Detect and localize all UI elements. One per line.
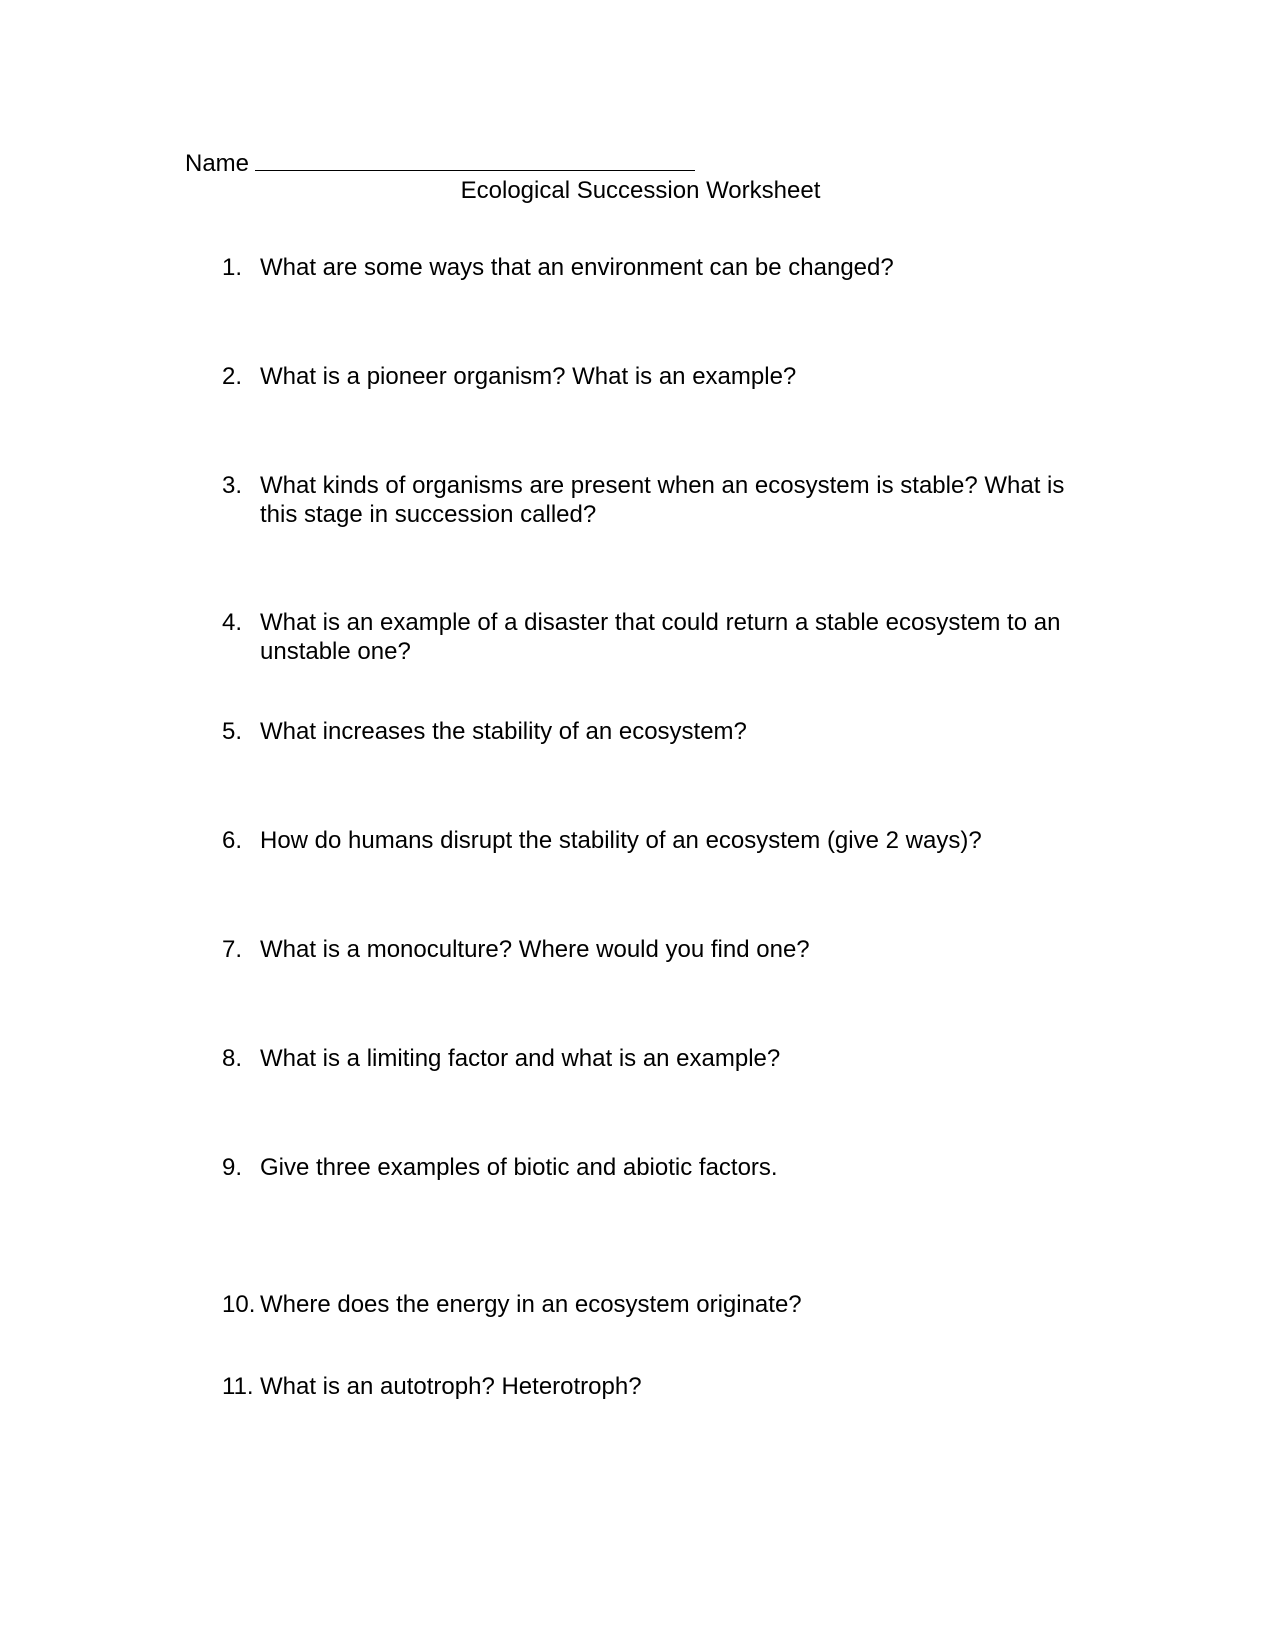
question-item: [222, 1044, 1082, 1073]
question-item: [222, 717, 1082, 746]
question-item: [222, 253, 1082, 282]
question-text: Where does the energy in an ecosystem originate?: [260, 1291, 802, 1318]
name-label: Name: [185, 150, 250, 177]
question-item: [222, 1290, 1082, 1319]
question-number: 4.: [222, 609, 243, 636]
question-text: Give three examples of biotic and abiotic factors.: [260, 1154, 778, 1181]
question-text: What is a pioneer organism? What is an example?: [260, 363, 797, 390]
question-item: [222, 1372, 1082, 1401]
question-text: What increases the stability of an ecosystem?: [260, 718, 747, 745]
question-text: What are some ways that an environment can be changed?: [260, 254, 894, 281]
question-number: 1.: [222, 254, 243, 281]
question-number: 7.: [222, 936, 243, 963]
question-number: 10.: [222, 1291, 256, 1318]
question-number: 2.: [222, 363, 243, 390]
worksheet-title-text: Ecological Succession Worksheet: [460, 177, 821, 204]
question-number: 8.: [222, 1045, 243, 1072]
question-number: 5.: [222, 718, 243, 745]
question-text: How do humans disrupt the stability of an ecosystem (give 2 ways)?: [260, 827, 982, 854]
question-text: What is an autotroph? Heterotroph?: [260, 1373, 642, 1400]
name-field[interactable]: [185, 148, 695, 178]
question-item: [222, 935, 1082, 964]
question-number: 11.: [222, 1373, 254, 1400]
name-blank-line[interactable]: [255, 148, 695, 171]
question-item: [222, 1153, 1082, 1182]
worksheet-title: [0, 177, 1275, 205]
question-item: [222, 362, 1082, 391]
question-text: What is a limiting factor and what is an example?: [260, 1045, 781, 1072]
question-number: 9.: [222, 1154, 243, 1181]
question-number: 6.: [222, 827, 243, 854]
question-text: What kinds of organisms are present when an ecosystem is stable? What is this stage in succession called?: [260, 472, 1065, 528]
question-text: What is a monoculture? Where would you find one?: [260, 936, 810, 963]
question-item: [222, 826, 1082, 855]
question-item: [222, 471, 1072, 529]
question-number: 3.: [222, 472, 243, 499]
question-item: [222, 608, 1062, 666]
question-text: What is an example of a disaster that could return a stable ecosystem to an unstable one?: [260, 609, 1061, 665]
